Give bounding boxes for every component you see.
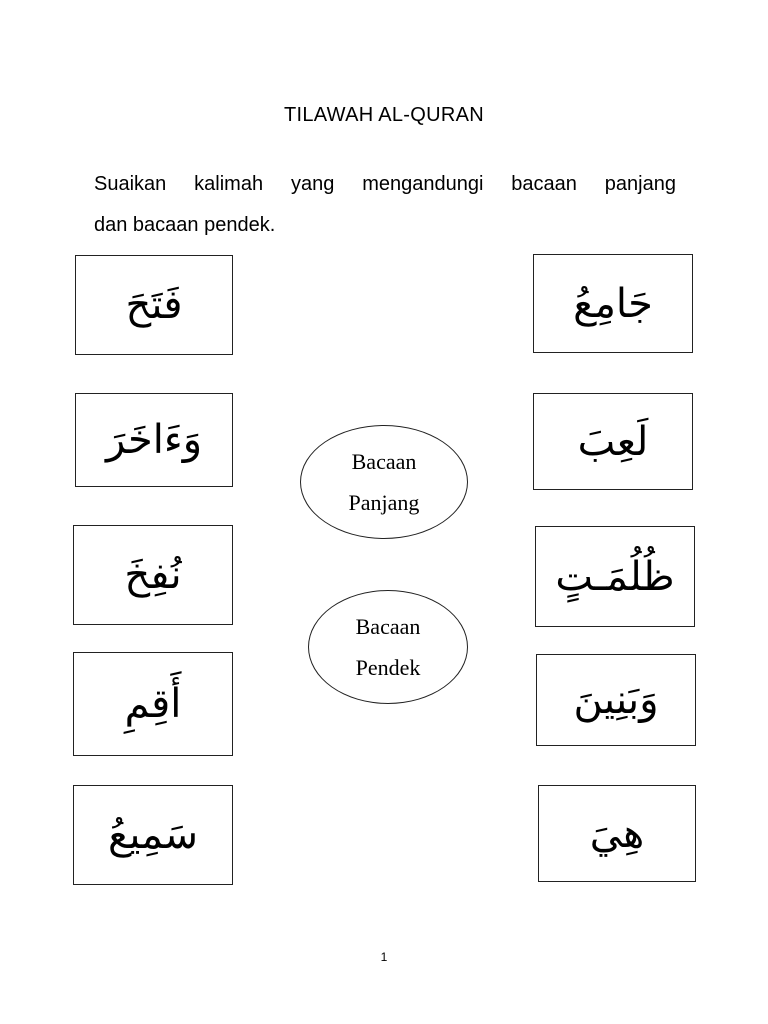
arabic-word: نُفِخَ <box>124 552 182 598</box>
ellipse-label-line-1: Bacaan <box>355 614 421 639</box>
bacaan-pendek-ellipse[interactable] <box>308 590 468 704</box>
ellipse-label-line-2: Pendek <box>355 655 421 680</box>
page-number: 1 <box>380 950 388 964</box>
ellipse-label-line-1: Bacaan <box>351 449 417 474</box>
right-word-card-4[interactable] <box>536 654 696 746</box>
ellipse-label-line-2: Panjang <box>348 490 420 515</box>
arabic-word: أَقِمِ <box>124 681 182 727</box>
arabic-word: هِيَ <box>589 810 645 857</box>
bacaan-panjang-ellipse[interactable] <box>300 425 468 539</box>
right-word-card-5[interactable] <box>538 785 696 882</box>
arabic-word: جَامِعُ <box>573 280 653 327</box>
left-word-card-1[interactable] <box>75 255 233 355</box>
page-title: TILAWAH AL-QURAN <box>283 104 484 126</box>
instruction-text <box>94 164 676 246</box>
left-word-card-5[interactable] <box>73 785 233 885</box>
arabic-word: سَمِيعُ <box>108 812 198 858</box>
left-word-card-4[interactable] <box>73 652 233 756</box>
arabic-word: ظُلُمَـتٍ <box>555 553 675 600</box>
instruction-line-2: dan bacaan pendek. <box>94 214 276 236</box>
arabic-word: وَءَاخَرَ <box>105 417 203 463</box>
right-word-card-3[interactable] <box>535 526 695 627</box>
right-word-card-1[interactable] <box>533 254 693 353</box>
arabic-word: فَتَحَ <box>125 282 183 328</box>
arabic-word: وَبَنِينَ <box>573 677 659 723</box>
arabic-word: لَعِبَ <box>577 418 649 465</box>
right-word-card-2[interactable] <box>533 393 693 490</box>
instruction-line-1: Suaikan kalimah yang mengandungi bacaan panjang <box>94 173 676 195</box>
left-word-card-3[interactable] <box>73 525 233 625</box>
left-word-card-2[interactable] <box>75 393 233 487</box>
